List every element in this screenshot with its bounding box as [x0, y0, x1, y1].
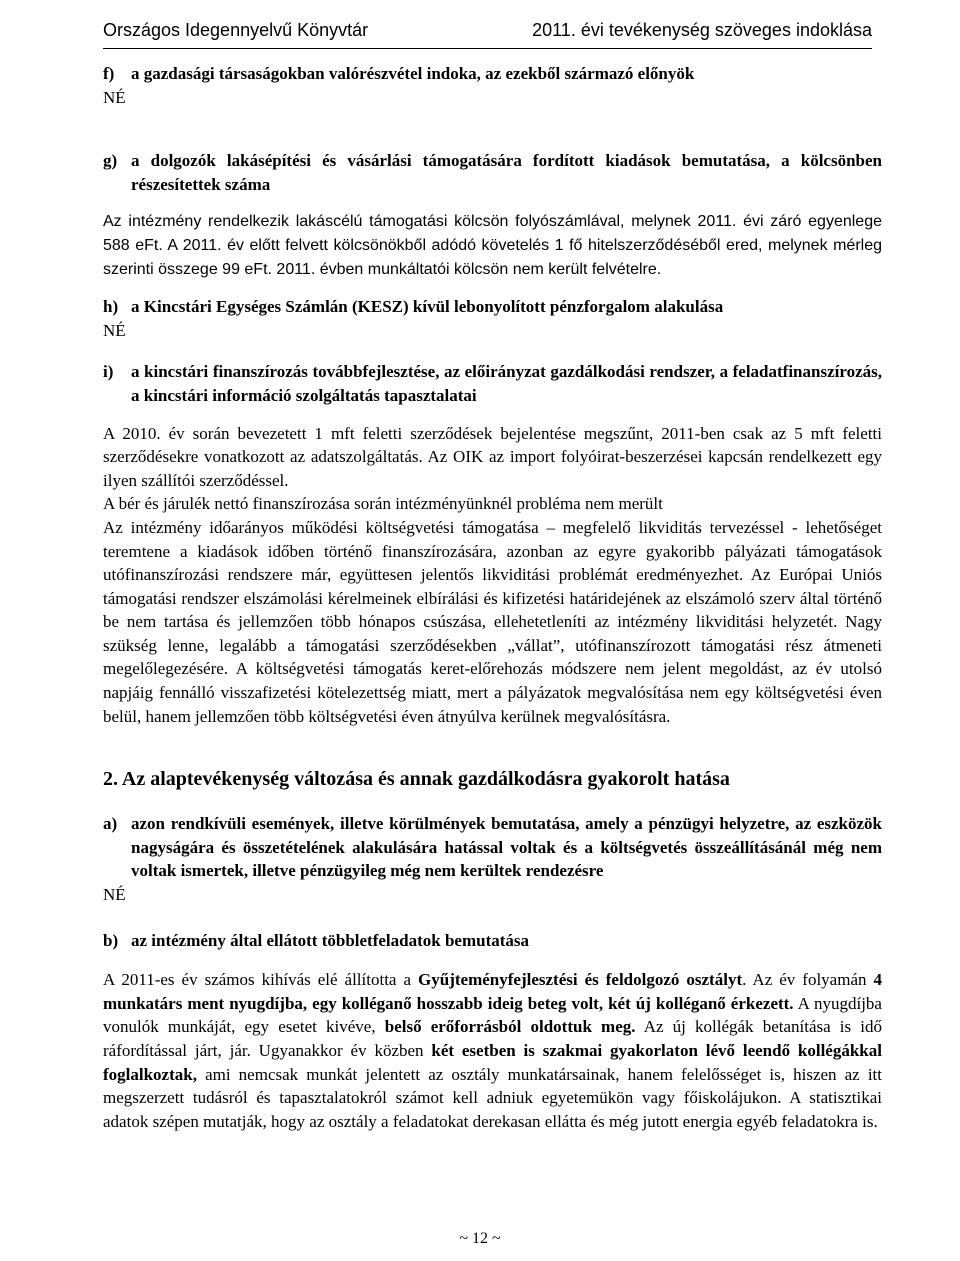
paragraph-b-text-3: A nyugdíjba vonulók munkáját, egy esetet kivéve, [103, 993, 882, 1037]
answer-h: NÉ [103, 320, 126, 340]
answer-f: NÉ [103, 87, 126, 107]
heading-b [103, 929, 882, 953]
heading-f-text: a gazdasági társaságokban valórészvétel indoka, az ezekből származó előnyök [131, 64, 695, 83]
paragraph-b-text-2: . Az év folyamán [742, 970, 874, 990]
paragraph-b-text-5: ami nemcsak munkát jelentett az osztály munkatársainak, hanem felelősséget is, hiszen az itt megszerzett tudásról és tapasztalatokról számot kell adniuk egyetemükön vagy főiskolájukon. A statisztikai adatok szépen mutatják, hogy az osztály a feladatokat derekasan ellátta és még jutott energia egyéb feladatokra is. [103, 1064, 882, 1131]
paragraph-b-bold-3: belső erőforrásból oldottuk meg. [384, 1017, 636, 1037]
paragraph-b-bold-2: 4 munkatárs ment nyugdíjba, egy kolléganő hosszabb ideig beteg volt, két új kolléganő érkezett. [103, 970, 882, 1013]
heading-a [103, 812, 882, 883]
page-header [103, 14, 872, 49]
heading-i-label: i) [103, 362, 114, 382]
header-institution: Országos Idegennyelvű Könyvtár [103, 20, 369, 40]
heading-h-text: a Kincstári Egységes Számlán (KESZ) kívül lebonyolított pénzforgalom alakulása [131, 297, 724, 317]
paragraph-b-bold-1: Gyűjteményfejlesztési és feldolgozó osztályt [418, 970, 743, 990]
paragraph-b-text-4: Az új kollégák betanítása is idő ráfordítással járt, jár. Ugyanakkor év közben [103, 1017, 882, 1060]
heading-h [103, 295, 882, 319]
heading-g-label: g) [103, 151, 118, 171]
page-number: ~ 12 ~ [459, 1230, 501, 1247]
section-2-title: 2. Az alaptevékenység változása és annak gazdálkodásra gyakorolt hatása [103, 768, 730, 791]
heading-a-text: azon rendkívüli események, illetve körülmények bemutatása, amely a pénzügyi helyzetre, az eszközök nagyságára és összetételének alakulására hatással voltak és a költségvetés összeállításánál még nem voltak ismertek, illetve pénzügyileg még nem kerültek rendezésre [131, 814, 882, 881]
paragraph-b-text-1: A 2011-es év számos kihívás elé állította a [103, 970, 419, 990]
paragraph-i-2: A bér és járulék nettó finanszírozása során intézményünknél probléma nem merült [103, 494, 663, 514]
heading-b-label: b) [103, 930, 119, 950]
header-report-title: 2011. évi tevékenység szöveges indoklása [532, 20, 872, 40]
heading-a-label: a) [103, 814, 118, 834]
page-content [103, 62, 882, 1133]
heading-f [103, 62, 882, 86]
heading-b-text: az intézmény által ellátott többletfeladatok bemutatása [131, 930, 530, 950]
answer-a: NÉ [103, 885, 126, 905]
paragraph-b-bold-4: két esetben is szakmai gyakorlaton lévő leendő kollégákkal foglalkoztak, [103, 1041, 882, 1084]
paragraph-g: Az intézmény rendelkezik lakáscélú támogatási kölcsön folyószámlával, melynek 2011. évi záró egyenlege 588 eFt. A 2011. év előtt felvett kölcsönökből adódó követelés 1 fő hitelszerződéséből ered, melynek mérleg szerinti összege 99 eFt. 2011. évben munkáltatói kölcsön nem került felvételre. [103, 213, 882, 278]
heading-i [103, 360, 882, 407]
heading-g [103, 149, 882, 196]
heading-h-label: h) [103, 297, 119, 317]
heading-g-text: a dolgozók lakásépítési és vásárlási támogatására fordított kiadások bemutatása, a kölcsönben részesítettek száma [131, 151, 882, 194]
paragraph-i-1: A 2010. év során bevezetett 1 mft feletti szerződések bejelentése megszűnt, 2011-ben csak az 5 mft feletti szerződésekre vonatkozott az adatszolgáltatás. Az OIK az import folyóirat-beszerzései kapcsán rendelkezett egy ilyen szállítói szerződéssel. [103, 423, 882, 490]
heading-f-label: f) [103, 64, 115, 83]
heading-i-text: a kincstári finanszírozás továbbfejlesztése, az előirányzat gazdálkodási rendszer, a feladatfinanszírozás, a kincstári információ szolgáltatás tapasztalatai [131, 362, 882, 405]
paragraph-i-3: Az intézmény időarányos működési költségvetési támogatása – megfelelő likviditás tervezéssel - lehetőséget teremtene a kiadások időben történő finanszírozására, azonban az egyre gyakoribb pályázati támogatások utófinanszírozási rendszere már, együttesen jelentős likviditási problémát eredményezhet. Az Európai Uniós támogatási rendszer elszámolási kérelmeinek elbírálási és kifizetési határidejének az elszámoló szerv által történő be nem tartása és jellemzően több hónapos csúszása, ellehetetleníti az intézmény likviditási helyzetét. Nagy szükség lenne, legalább a támogatási szerződésekben „vállat”, utófinanszírozott támogatási rész átmeneti megelőlegezésére. A költségvetési támogatás keret-előrehozás módszere nem jelent megoldást, az év utolsó napjáig fennálló visszafizetési kötelezettség miatt, mert a pályázatok megvalósítása nem egy költségvetési éven belül, hanem jellemzően több költségvetési éven átnyúlva kerülnek megvalósításra. [103, 517, 882, 726]
paragraph-b [103, 968, 882, 1133]
